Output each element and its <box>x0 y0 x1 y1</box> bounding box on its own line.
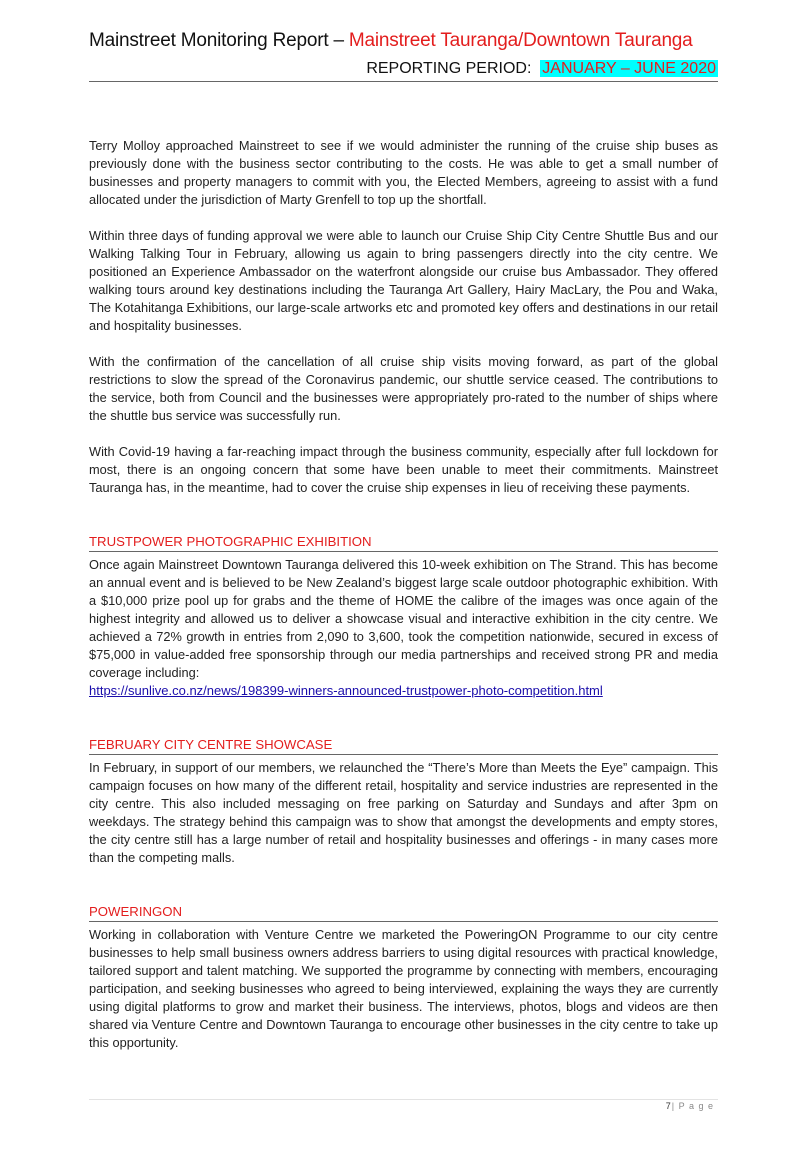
reporting-period-label: REPORTING PERIOD: <box>366 60 532 77</box>
page-number-label: | P a g e <box>671 1101 714 1111</box>
report-title-prefix: Mainstreet Monitoring Report – <box>89 30 349 51</box>
page-number-value: 7 <box>665 1101 672 1111</box>
paragraph-cancellation: With the confirmation of the cancellation of all cruise ship visits moving forward, as part of the global restrictions to slow the spread of the Coronavirus pandemic, our shuttle service ceased. The contributions to the service, both from Council and the businesses were appropriately pro-rated to the number of ships where the shuttle bus service was successfully run. <box>89 354 718 423</box>
sunlive-article-link[interactable]: https://sunlive.co.nz/news/198399-winners-announced-trustpower-photo-competition.html <box>89 683 603 698</box>
reporting-period-value: JANUARY – JUNE 2020 <box>542 60 716 77</box>
paragraph-covid-impact: With Covid-19 having a far-reaching impact through the business community, especially after full lockdown for most, there is an ongoing concern that some have been unable to meet their commitments. Mainstreet Tauranga has, in the meantime, had to cover the cruise ship expenses in lieu of receiving these payments. <box>89 444 718 495</box>
paragraph-cruise-buses: Terry Molloy approached Mainstreet to see if we would administer the running of the cruise ship buses as previously done with the business sector contributing to the costs. He was able to get a small number of businesses and property managers to commit with you, the Elected Members, agreeing to assist with a fund allocated under the jurisdiction of Marty Grenfell to top up the shortfall. <box>89 138 718 207</box>
section-heading-poweringon: POWERINGON <box>89 903 718 922</box>
footer-divider <box>89 1099 718 1100</box>
section-body-trustpower: Once again Mainstreet Downtown Tauranga delivered this 10-week exhibition on The Strand. This has become an annual event and is believed to be New Zealand’s biggest large scale outdoor photographic exhibition. With a $10,000 prize pool up for grabs and the theme of HOME the calibre of the images was once again of the highest integrity and allowed us to deliver a showcase visual and interactive exhibition in the city centre. We achieved a 72% growth in entries from 2,090 to 3,600, took the competition nationwide, secured in excess of $75,000 in value-added free sponsorship through our media partnerships and received strong PR and media coverage including: <box>89 557 718 680</box>
section-body-showcase: In February, in support of our members, we relaunched the “There’s More than Meets the Eye” campaign. This campaign focuses on how many of the different retail, hospitality and service industries are represented in the city centre. This also included messaging on free parking on Saturday and Sundays and after 3pm on weekdays. The strategy behind this campaign was to show that amongst the developments and empty stores, the city centre still has a large number of retail and hospitality businesses and offerings - in many cases more than the competing malls. <box>89 760 718 865</box>
section-heading-trustpower: TRUSTPOWER PHOTOGRAPHIC EXHIBITION <box>89 533 718 552</box>
paragraph-shuttle-launch: Within three days of funding approval we were able to launch our Cruise Ship City Centre Shuttle Bus and our Walking Talking Tour in February, allowing us again to bring passengers directly into the city centre. We positioned an Experience Ambassador on the waterfront alongside our cruise bus Ambassador. They offered walking tours around key destinations including the Tauranga Art Gallery, Hairy MacLary, the Pou and Waka, The Kotahitanga Exhibitions, our large-scale artworks etc and promoted key offers and destinations in our retail and hospitality businesses. <box>89 228 718 333</box>
report-title <box>89 30 693 52</box>
header-divider <box>89 81 718 82</box>
section-body-poweringon: Working in collaboration with Venture Centre we marketed the PoweringON Programme to our city centre businesses to help small business owners address barriers to using digital resources with practical knowledge, tailored support and talent matching. We supported the programme by connecting with members, encouraging participation, and seeking businesses who agreed to being interviewed, explaining the ways they are currently using digital platforms to grow and market their business. The interviews, photos, blogs and videos are then shared via Venture Centre and Downtown Tauranga to encourage other businesses in the city centre to take up this opportunity. <box>89 927 718 1050</box>
section-heading-showcase: FEBRUARY CITY CENTRE SHOWCASE <box>89 736 718 755</box>
reporting-period <box>366 60 718 78</box>
page-number <box>666 1101 714 1111</box>
report-title-org: Mainstreet Tauranga/Downtown Tauranga <box>348 30 693 51</box>
main-content <box>89 137 718 1070</box>
